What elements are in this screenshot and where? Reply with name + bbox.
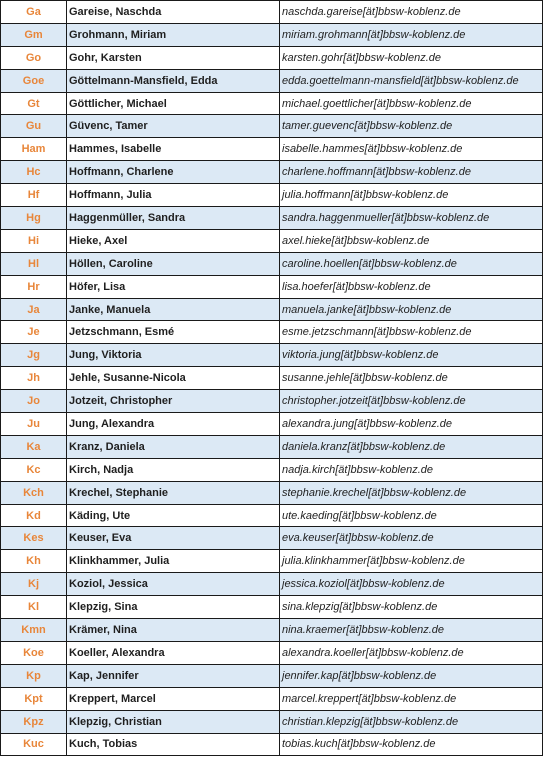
staff-name: Janke, Manuela xyxy=(67,298,280,321)
staff-email[interactable]: ute.kaeding[ät]bbsw-koblenz.de xyxy=(280,504,543,527)
staff-name: Gareise, Naschda xyxy=(67,1,280,24)
staff-email[interactable]: jessica.koziol[ät]bbsw-koblenz.de xyxy=(280,573,543,596)
staff-table-body xyxy=(1,1,543,756)
table-row xyxy=(1,733,543,756)
table-row xyxy=(1,344,543,367)
table-row xyxy=(1,1,543,24)
staff-email[interactable]: julia.klinkhammer[ät]bbsw-koblenz.de xyxy=(280,550,543,573)
staff-email[interactable]: karsten.gohr[ät]bbsw-koblenz.de xyxy=(280,46,543,69)
table-row xyxy=(1,275,543,298)
table-row xyxy=(1,550,543,573)
staff-name: Haggenmüller, Sandra xyxy=(67,207,280,230)
staff-email[interactable]: lisa.hoefer[ät]bbsw-koblenz.de xyxy=(280,275,543,298)
table-row xyxy=(1,527,543,550)
table-row xyxy=(1,207,543,230)
staff-email[interactable]: marcel.kreppert[ät]bbsw-koblenz.de xyxy=(280,687,543,710)
staff-abbreviation: Ham xyxy=(1,138,67,161)
staff-name: Krämer, Nina xyxy=(67,619,280,642)
table-row xyxy=(1,687,543,710)
staff-email[interactable]: axel.hieke[ät]bbsw-koblenz.de xyxy=(280,229,543,252)
staff-abbreviation: Kes xyxy=(1,527,67,550)
staff-email[interactable]: edda.goettelmann-mansfield[ät]bbsw-koblenz.de xyxy=(280,69,543,92)
staff-abbreviation: Ka xyxy=(1,435,67,458)
staff-abbreviation: Hl xyxy=(1,252,67,275)
staff-abbreviation: Kc xyxy=(1,458,67,481)
staff-name: Koeller, Alexandra xyxy=(67,641,280,664)
staff-email[interactable]: sina.klepzig[ät]bbsw-koblenz.de xyxy=(280,596,543,619)
table-row xyxy=(1,229,543,252)
staff-name: Güvenc, Tamer xyxy=(67,115,280,138)
table-row xyxy=(1,596,543,619)
table-row xyxy=(1,252,543,275)
table-row xyxy=(1,413,543,436)
table-row xyxy=(1,664,543,687)
table-row xyxy=(1,367,543,390)
staff-name: Krechel, Stephanie xyxy=(67,481,280,504)
table-row xyxy=(1,504,543,527)
staff-abbreviation: Kp xyxy=(1,664,67,687)
table-row xyxy=(1,390,543,413)
staff-email[interactable]: alexandra.jung[ät]bbsw-koblenz.de xyxy=(280,413,543,436)
staff-email[interactable]: isabelle.hammes[ät]bbsw-koblenz.de xyxy=(280,138,543,161)
staff-name: Koziol, Jessica xyxy=(67,573,280,596)
staff-name: Klepzig, Christian xyxy=(67,710,280,733)
staff-abbreviation: Gu xyxy=(1,115,67,138)
table-row xyxy=(1,619,543,642)
staff-abbreviation: Hg xyxy=(1,207,67,230)
staff-abbreviation: Kch xyxy=(1,481,67,504)
staff-abbreviation: Kmn xyxy=(1,619,67,642)
staff-email[interactable]: julia.hoffmann[ät]bbsw-koblenz.de xyxy=(280,184,543,207)
staff-abbreviation: Kl xyxy=(1,596,67,619)
table-row xyxy=(1,573,543,596)
staff-name: Höllen, Caroline xyxy=(67,252,280,275)
staff-email[interactable]: caroline.hoellen[ät]bbsw-koblenz.de xyxy=(280,252,543,275)
table-row xyxy=(1,481,543,504)
staff-name: Hammes, Isabelle xyxy=(67,138,280,161)
staff-abbreviation: Kj xyxy=(1,573,67,596)
staff-abbreviation: Gt xyxy=(1,92,67,115)
staff-abbreviation: Jh xyxy=(1,367,67,390)
staff-abbreviation: Ga xyxy=(1,1,67,24)
staff-abbreviation: Go xyxy=(1,46,67,69)
staff-name: Grohmann, Miriam xyxy=(67,23,280,46)
staff-abbreviation: Gm xyxy=(1,23,67,46)
staff-email[interactable]: viktoria.jung[ät]bbsw-koblenz.de xyxy=(280,344,543,367)
staff-abbreviation: Hc xyxy=(1,161,67,184)
staff-name: Jotzeit, Christopher xyxy=(67,390,280,413)
staff-abbreviation: Goe xyxy=(1,69,67,92)
staff-email[interactable]: stephanie.krechel[ät]bbsw-koblenz.de xyxy=(280,481,543,504)
staff-abbreviation: Kpt xyxy=(1,687,67,710)
staff-name: Keuser, Eva xyxy=(67,527,280,550)
table-row xyxy=(1,184,543,207)
staff-name: Göttelmann-Mansfield, Edda xyxy=(67,69,280,92)
staff-email[interactable]: tamer.guevenc[ät]bbsw-koblenz.de xyxy=(280,115,543,138)
staff-email[interactable]: susanne.jehle[ät]bbsw-koblenz.de xyxy=(280,367,543,390)
table-row xyxy=(1,138,543,161)
staff-email[interactable]: manuela.janke[ät]bbsw-koblenz.de xyxy=(280,298,543,321)
staff-abbreviation: Kpz xyxy=(1,710,67,733)
staff-email[interactable]: eva.keuser[ät]bbsw-koblenz.de xyxy=(280,527,543,550)
staff-name: Kreppert, Marcel xyxy=(67,687,280,710)
staff-abbreviation: Jo xyxy=(1,390,67,413)
staff-email[interactable]: tobias.kuch[ät]bbsw-koblenz.de xyxy=(280,733,543,756)
staff-name: Hoffmann, Charlene xyxy=(67,161,280,184)
staff-name: Göttlicher, Michael xyxy=(67,92,280,115)
staff-email[interactable]: nina.kraemer[ät]bbsw-koblenz.de xyxy=(280,619,543,642)
staff-name: Kranz, Daniela xyxy=(67,435,280,458)
table-row xyxy=(1,161,543,184)
staff-email[interactable]: christopher.jotzeit[ät]bbsw-koblenz.de xyxy=(280,390,543,413)
staff-name: Jehle, Susanne-Nicola xyxy=(67,367,280,390)
staff-email[interactable]: nadja.kirch[ät]bbsw-koblenz.de xyxy=(280,458,543,481)
staff-name: Hieke, Axel xyxy=(67,229,280,252)
staff-name: Kuch, Tobias xyxy=(67,733,280,756)
staff-abbreviation: Kd xyxy=(1,504,67,527)
staff-name: Kap, Jennifer xyxy=(67,664,280,687)
staff-name: Klepzig, Sina xyxy=(67,596,280,619)
staff-abbreviation: Hf xyxy=(1,184,67,207)
table-row xyxy=(1,23,543,46)
staff-name: Jung, Viktoria xyxy=(67,344,280,367)
table-row xyxy=(1,710,543,733)
table-row xyxy=(1,321,543,344)
staff-abbreviation: Kh xyxy=(1,550,67,573)
table-row xyxy=(1,641,543,664)
table-row xyxy=(1,69,543,92)
table-row xyxy=(1,46,543,69)
staff-name: Gohr, Karsten xyxy=(67,46,280,69)
staff-abbreviation: Koe xyxy=(1,641,67,664)
staff-name: Jung, Alexandra xyxy=(67,413,280,436)
staff-email[interactable]: daniela.kranz[ät]bbsw-koblenz.de xyxy=(280,435,543,458)
staff-abbreviation: Je xyxy=(1,321,67,344)
table-row xyxy=(1,298,543,321)
staff-email[interactable]: esme.jetzschmann[ät]bbsw-koblenz.de xyxy=(280,321,543,344)
table-row xyxy=(1,435,543,458)
staff-abbreviation: Ju xyxy=(1,413,67,436)
table-row xyxy=(1,458,543,481)
table-row xyxy=(1,92,543,115)
staff-name: Käding, Ute xyxy=(67,504,280,527)
staff-email[interactable]: miriam.grohmann[ät]bbsw-koblenz.de xyxy=(280,23,543,46)
staff-abbreviation: Hi xyxy=(1,229,67,252)
staff-email[interactable]: sandra.haggenmueller[ät]bbsw-koblenz.de xyxy=(280,207,543,230)
staff-name: Hoffmann, Julia xyxy=(67,184,280,207)
staff-abbreviation: Hr xyxy=(1,275,67,298)
table-row xyxy=(1,115,543,138)
staff-name: Jetzschmann, Esmé xyxy=(67,321,280,344)
staff-abbreviation: Kuc xyxy=(1,733,67,756)
staff-email[interactable]: charlene.hoffmann[ät]bbsw-koblenz.de xyxy=(280,161,543,184)
staff-email[interactable]: christian.klepzig[ät]bbsw-koblenz.de xyxy=(280,710,543,733)
staff-email[interactable]: alexandra.koeller[ät]bbsw-koblenz.de xyxy=(280,641,543,664)
staff-email[interactable]: michael.goettlicher[ät]bbsw-koblenz.de xyxy=(280,92,543,115)
staff-email[interactable]: naschda.gareise[ät]bbsw-koblenz.de xyxy=(280,1,543,24)
staff-name: Klinkhammer, Julia xyxy=(67,550,280,573)
staff-abbreviation: Ja xyxy=(1,298,67,321)
staff-abbreviation: Jg xyxy=(1,344,67,367)
staff-name: Höfer, Lisa xyxy=(67,275,280,298)
staff-name: Kirch, Nadja xyxy=(67,458,280,481)
staff-email[interactable]: jennifer.kap[ät]bbsw-koblenz.de xyxy=(280,664,543,687)
